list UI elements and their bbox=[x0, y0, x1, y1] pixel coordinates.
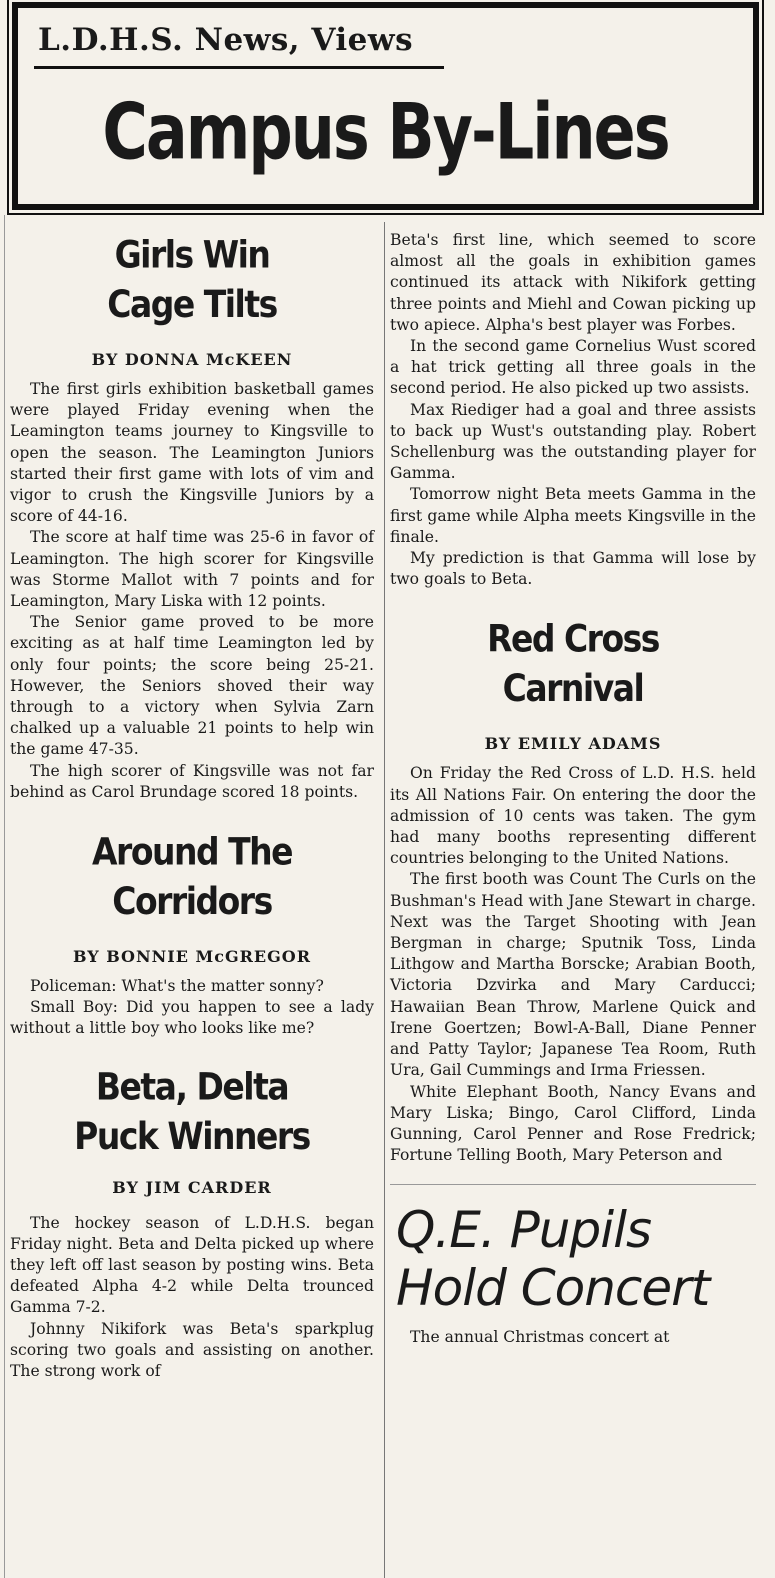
paragraph: My prediction is that Gamma will lose by two goals to Beta. bbox=[390, 549, 756, 589]
paragraph: In the second game Cornelius Wust scored a hat trick getting all three goals in the second period. He also picked up two assists. bbox=[390, 337, 756, 398]
right-column bbox=[390, 230, 756, 1349]
article-puck-winners-continued bbox=[390, 230, 756, 590]
headline-line: Carnival bbox=[502, 666, 644, 711]
article-around-corridors bbox=[10, 830, 374, 1040]
masthead bbox=[12, 2, 759, 210]
kicker-rule bbox=[34, 66, 444, 69]
paragraph: The annual Christmas concert at bbox=[410, 1328, 670, 1347]
byline: BY DONNA McKEEN bbox=[91, 350, 293, 369]
headline-line: Around The bbox=[92, 830, 292, 874]
section-kicker: L.D.H.S. News, Views bbox=[38, 22, 414, 58]
article-girls-win bbox=[10, 232, 374, 803]
article-separator bbox=[390, 1184, 756, 1185]
headline-line: Red Cross bbox=[487, 617, 659, 662]
headline-line: Cage Tilts bbox=[107, 282, 277, 326]
headline-line: Beta, Delta bbox=[95, 1064, 289, 1109]
headline-line: Q.E. Pupils bbox=[396, 1201, 652, 1260]
column-divider bbox=[384, 222, 385, 1578]
paragraph: The Senior game proved to be more exciting as at half time Leamington led by only four points; the score being 25-21. However, the Seniors shoved their way through to a victory when Sylvia Zarn chalked up a valuable 21 points to help win the game 47-35. bbox=[10, 613, 374, 759]
byline: BY JIM CARDER bbox=[112, 1177, 272, 1197]
article-red-cross bbox=[390, 617, 756, 1166]
column-rule-left bbox=[4, 215, 5, 1578]
headline-line: Hold Concert bbox=[396, 1259, 710, 1318]
paragraph: The high scorer of Kingsville was not far behind as Carol Brundage scored 18 points. bbox=[10, 761, 374, 801]
headline-red-cross bbox=[390, 615, 756, 714]
headline-line: Girls Win bbox=[114, 232, 270, 277]
paragraph: White Elephant Booth, Nancy Evans and Mary Liska; Bingo, Carol Clifford, Linda Gunning, Carol Penner and Rose Fredrick; Fortune Telling Booth, Mary Peterson and bbox=[390, 1082, 756, 1165]
section-banner: Campus By-Lines bbox=[102, 86, 669, 178]
article-puck-winners bbox=[10, 1064, 374, 1383]
paragraph: Small Boy: Did you happen to see a lady without a little boy who looks like me? bbox=[10, 998, 374, 1038]
article-qe-concert bbox=[390, 1201, 756, 1348]
paragraph: The score at half time was 25-6 in favor of Leamington. The high scorer for Kingsville was Storme Mallot with 7 points and for Leamington, Mary Liska with 12 points. bbox=[10, 528, 374, 611]
paragraph: On Friday the Red Cross of L.D. H.S. held its All Nations Fair. On entering the door the admission of 10 cents was taken. The gym had many booths representing different countries belonging to the United Nations. bbox=[390, 764, 756, 868]
headline-around-corridors bbox=[10, 828, 374, 927]
paragraph: The first booth was Count The Curls on the Bushman's Head with Jane Stewart in charge. Next was the Target Shooting with Jean Bergman in charge; Sputnik Toss, Linda Lithgow and Martha Borscke; Arabian Booth, Victoria Dzvirka and Mary Carducci; Hawaiian Bean Throw, Marlene Quick and Irene Goertzen; Bowl-A-Ball, Diane Penner and Patty Taylor; Japanese Tea Room, Ruth Ura, Gail Cummings and Irma Friessen. bbox=[390, 870, 756, 1080]
headline-puck-winners bbox=[10, 1062, 374, 1161]
byline: BY EMILY ADAMS bbox=[484, 734, 662, 754]
paragraph: Max Riediger had a goal and three assists to back up Wust's outstanding play. Robert Schellenburg was the outstanding player for Gamma. bbox=[390, 400, 756, 483]
headline-qe-concert bbox=[396, 1201, 756, 1317]
byline: BY BONNIE McGREGOR bbox=[73, 947, 311, 967]
headline-line: Corridors bbox=[112, 879, 272, 923]
paragraph: Beta's first line, which seemed to score almost all the goals in exhibition games continued its attack with Nikifork getting three points and Miehl and Cowan picking up two apiece. Alpha's best player was Forbes. bbox=[390, 231, 756, 334]
paragraph: Policeman: What's the matter sonny? bbox=[30, 977, 324, 996]
paragraph: Johnny Nikifork was Beta's sparkplug scoring two goals and assisting on another. The strong work of bbox=[10, 1319, 374, 1381]
left-column bbox=[10, 218, 374, 1382]
paragraph: Tomorrow night Beta meets Gamma in the first game while Alpha meets Kingsville in the finale. bbox=[390, 485, 756, 546]
headline-girls-win bbox=[10, 231, 374, 330]
headline-line: Puck Winners bbox=[74, 1113, 310, 1158]
paragraph: The hockey season of L.D.H.S. began Friday night. Beta and Delta picked up where they left off last season by posting wins. Beta defeated Alpha 4-2 while Delta trounced Gamma 7-2. bbox=[10, 1213, 374, 1317]
paragraph: The first girls exhibition basketball games were played Friday evening when the Leamington teams journey to Kingsville to open the season. The Leamington Juniors started their first game with lots of vim and vigor to crush the Kingsville Juniors by a score of 44-16. bbox=[10, 380, 374, 526]
